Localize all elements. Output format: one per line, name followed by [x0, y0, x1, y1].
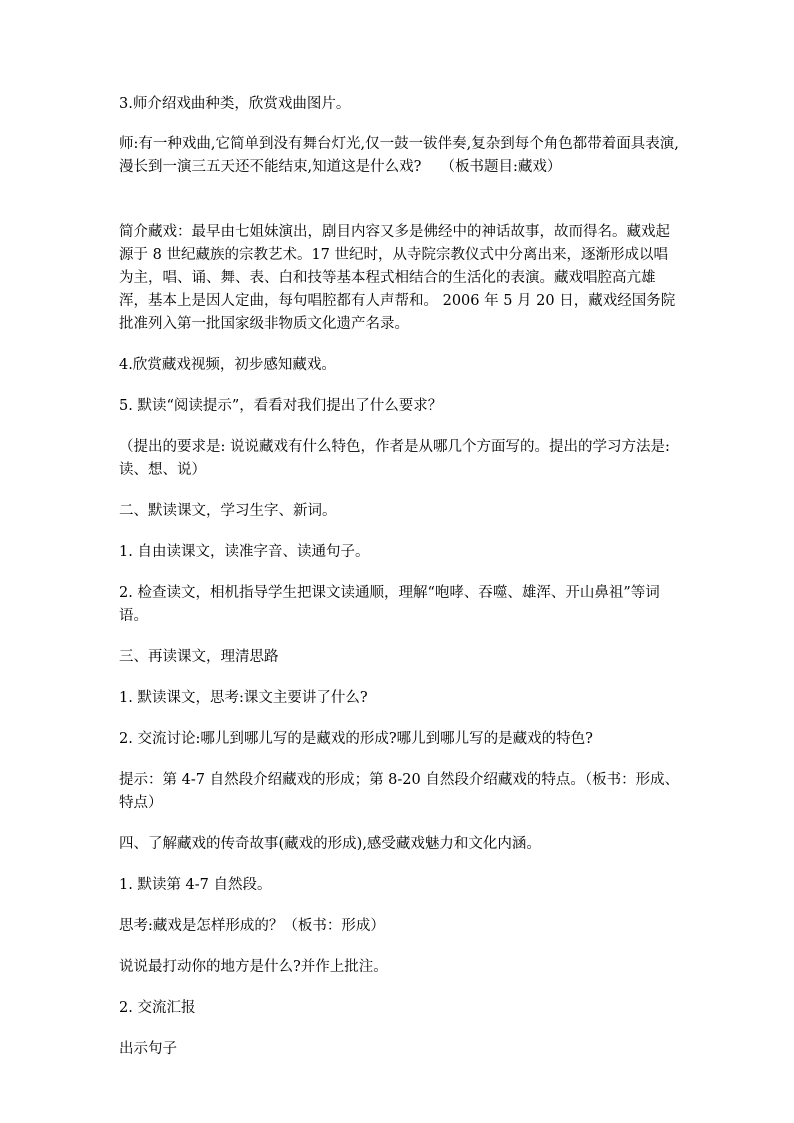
- section-heading-3: 三、再读课文，理清思路: [119, 649, 279, 665]
- paragraph-think: 思考:藏戏是怎样形成的？（板书：形成）: [119, 918, 385, 934]
- paragraph-step-5: 5. 默读“阅读提示”，看看对我们提出了什么要求？: [119, 398, 443, 414]
- paragraph-3-2: 2. 交流讨论:哪儿到哪儿写的是藏戏的形成?哪儿到哪儿写的是藏戏的特色?: [119, 731, 593, 747]
- section-heading-2: 二、默读课文，学习生字、新词。: [119, 503, 337, 519]
- paragraph-teacher-intro: 师:有一种戏曲,它简单到没有舞台灯光,仅一鼓一钹伴奏,复杂到每个角色都带着面具表演,漫长到一演三五天还不能结束,知道这是什么戏? （板书题目:藏戏）: [119, 136, 679, 175]
- paragraph-2-2: 2. 检查读文，相机指导学生把课文读通顺，理解“咆哮、吞噬、雄浑、开山鼻祖”等词语。: [119, 585, 660, 624]
- paragraph-2-1: 1. 自由读课文，读准字音、读通句子。: [119, 544, 370, 560]
- paragraph-show-sentence: 出示句子: [119, 1041, 177, 1057]
- paragraph-requirements: （提出的要求是: 说说藏戏有什么特色，作者是从哪几个方面写的。提出的学习方法是:读、想、说）: [119, 439, 670, 478]
- paragraph-3-1: 1. 默读课文，思考:课文主要讲了什么?: [119, 690, 368, 706]
- paragraph-4-2: 2. 交流汇报: [119, 1000, 196, 1016]
- paragraph-annotate: 说说最打动你的地方是什么?并作上批注。: [119, 959, 388, 975]
- paragraph-4-1: 1. 默读第 4-7 自然段。: [119, 877, 272, 893]
- paragraph-step-3: 3.师介绍戏曲种类，欣赏戏曲图片。: [119, 96, 351, 112]
- paragraph-hint: 提示：第 4-7 自然段介绍藏戏的形成；第 8-20 自然段介绍藏戏的特点。（板书：形成、特点）: [119, 772, 680, 811]
- paragraph-zangxi-intro: 简介藏戏：最早由七姐妹演出，剧目内容又多是佛经中的神话故事，故而得名。藏戏起源于 8 世纪藏族的宗教艺术。17 世纪时，从寺院宗教仪式中分离出来，逐渐形成以唱为主，唱、诵、舞、表、白和技等基本程式相结合的生活化的表演。藏戏唱腔高亢雄浑，基本上是因人定曲，每句唱腔都有人声帮和。 2006 年 5 月 20 日，藏戏经国务院批准列入第一批国家级非物质文化遗产名录。: [119, 224, 676, 332]
- paragraph-step-4: 4.欣赏藏戏视频，初步感知藏戏。: [119, 357, 336, 373]
- document-body: [119, 93, 681, 1061]
- section-heading-4: 四、了解藏戏的传奇故事(藏戏的形成),感受藏戏魅力和文化内涵。: [119, 836, 541, 852]
